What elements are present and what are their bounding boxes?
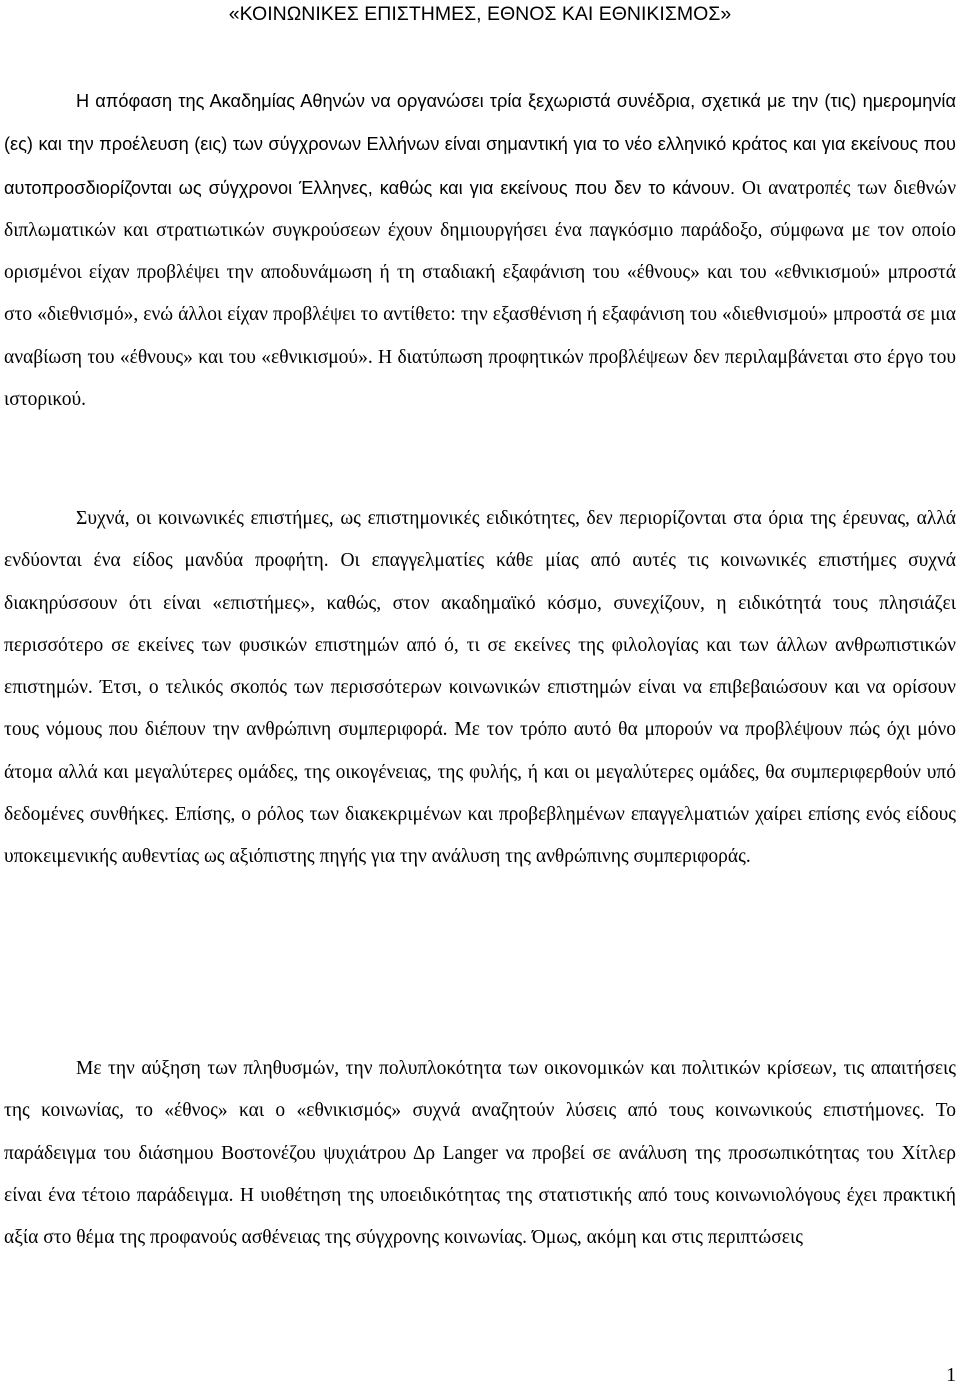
document-title: «ΚΟΙΝΩΝΙΚΕΣ ΕΠΙΣΤΗΜΕΣ, ΕΘΝΟΣ ΚΑΙ ΕΘΝΙΚΙΣΜΟΣ» <box>228 3 732 25</box>
paragraph-2: Συχνά, οι κοινωνικές επιστήμες, ως επιστημονικές ειδικότητες, δεν περιορίζονται στα όρια της έρευνας, αλλά ενδύονται ένα είδος μανδύα προφήτη. Οι επαγγελματίες κάθε μίας από αυτές τις κοινωνικές επιστήμες συχνά διακηρύσσουν ότι είναι «επιστήμες», καθώς, στον ακαδημαϊκό κόσμο, συνεχίζουν, η ειδικότητά τους πλησιάζει περισσότερο σε εκείνες των φυσικών επιστημών από ό, τι σε εκείνες της φιλολογίας και των άλλων ανθρωπιστικών επιστημών. Έτσι, ο τελικός σκοπός των περισσότερων κοινωνικών επιστημών είναι να επιβεβαιώσουν και να ορίσουν τους νόμους που διέπουν την ανθρώπινη συμπεριφορά. Με τον τρόπο αυτό θα μπορούν να προβλέψουν πώς όχι μόνο άτομα αλλά και μεγαλύτερες ομάδες, της οικογένειας, της φυλής, ή και οι μεγαλύτερες ομάδες, θα συμπεριφερθούν υπό δεδομένες συνθήκες. Επίσης, ο ρόλος των διακεκριμένων και προβεβλημένων επαγγελματιών χαίρει επίσης ενός είδους υποκειμενικής αυθεντίας ως αξιόπιστης πηγής για την ανάλυση της ανθρώπινης συμπεριφοράς. <box>4 508 956 868</box>
document-page <box>4 0 956 1392</box>
page-number: 1 <box>946 1365 956 1386</box>
paragraph-1-body: Οι ανατροπές των διεθνών διπλωματικών και στρατιωτικών συγκρούσεων έχουν δημιουργήσει ένα παγκόσμιο παράδοξο, σύμφωνα με τον οποίο ορισμένοι είχαν προβλέψει την αποδυνάμωση ή τη σταδιακή εξαφάνιση του «έθνους» και του «εθνικισμού» μπροστά στο «διεθνισμό», ενώ άλλοι είχαν προβλέψει το αντίθετο: την εξασθένιση ή εξαφάνιση του «διεθνισμού» μπροστά σε μια αναβίωση του «έθνους» και του «εθνικισμού». Η διατύπωση προφητικών προβλέψεων δεν περιλαμβάνεται στο έργο του ιστορικού. <box>4 177 957 411</box>
paragraph-1-intro: Η απόφαση της Ακαδημίας Αθηνών να οργανώσει τρία ξεχωριστά συνέδρια, σχετικά με την (τις) ημερομηνία (ες) και την προέλευση (εις) των σύγχρονων Ελλήνων είναι σημαντική για το νέο ελληνικό κράτος και για εκείνους που αυτοπροσδιορίζονται ως σύγχρονοι Έλληνες, καθώς και για εκείνους που δεν το κάνουν. <box>4 91 956 198</box>
paragraph-3: Με την αύξηση των πληθυσμών, την πολυπλοκότητα των οικονομικών και πολιτικών κρίσεων, τις απαιτήσεις της κοινωνίας, το «έθνος» και ο «εθνικισμός» συχνά αναζητούν λύσεις από τους κοινωνικούς επιστήμονες. Το παράδειγμα του διάσημου Βοστονέζου ψυχιάτρου Δρ Langer να προβεί σε ανάλυση της προσωπικότητας του Χίτλερ είναι ένα τέτοιο παράδειγμα. Η υιοθέτηση της υποειδικότητας της στατιστικής από τους κοινωνιολόγους έχει πρακτική αξία στο θέμα της προφανούς ασθένειας της σύγχρονης κοινωνίας. Όμως, ακόμη και στις περιπτώσεις <box>4 1058 956 1249</box>
paragraph-1 <box>4 80 956 421</box>
